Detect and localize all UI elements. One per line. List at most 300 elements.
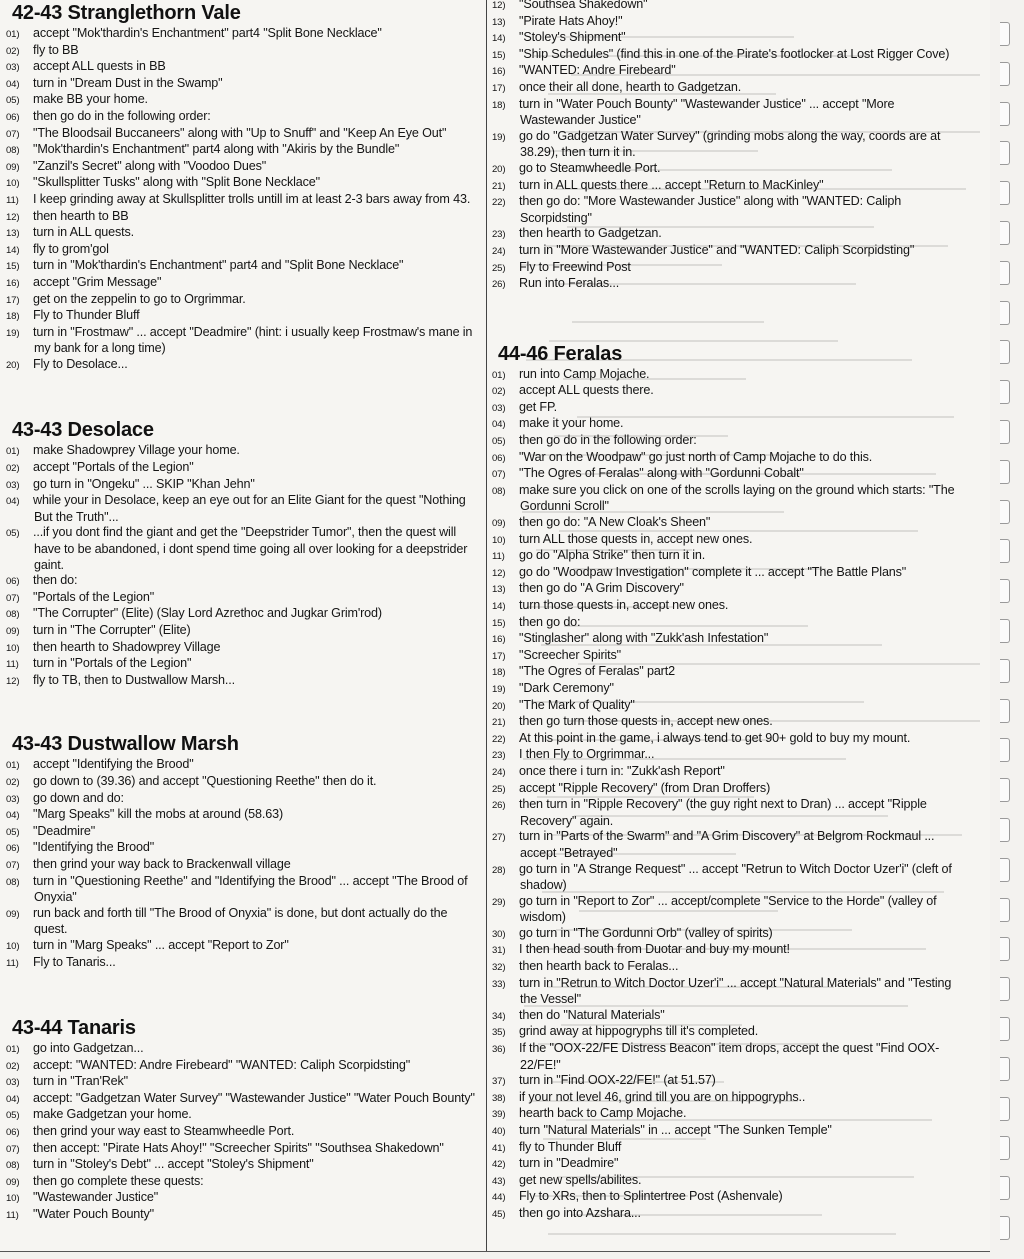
step-text: accept "Ripple Recovery" (from Dran Droffers) (519, 780, 771, 795)
guide-step (490, 161, 970, 178)
section-dustwallow (4, 731, 482, 971)
step-number: 21) (492, 180, 506, 192)
step-text: then do "Natural Materials" (519, 1007, 665, 1022)
step-number: 36) (492, 1044, 506, 1056)
step-number: 02) (6, 1060, 20, 1072)
guide-step (4, 357, 482, 374)
step-list (490, 0, 970, 293)
step-text: while your in Desolace, keep an eye out for an Elite Giant for the quest "Nothing But the Truth"... (33, 493, 466, 524)
guide-step (4, 673, 482, 690)
step-number: 19) (6, 327, 20, 339)
guide-step (4, 142, 482, 159)
step-number: 27) (492, 832, 506, 844)
step-text: "The Bloodsail Buccaneers" along with "Up to Snuff" and "Keep An Eye Out" (33, 125, 447, 140)
guide-step (490, 276, 970, 293)
step-text: get new spells/abilites. (519, 1172, 642, 1187)
step-text: "Identifying the Brood" (33, 840, 155, 855)
step-number: 05) (492, 436, 506, 448)
binder-tab (1000, 778, 1010, 802)
step-number: 20) (6, 359, 20, 371)
step-number: 07) (6, 1143, 20, 1155)
step-number: 32) (492, 962, 506, 974)
step-number: 20) (492, 700, 506, 712)
guide-step (490, 698, 970, 715)
step-number: 01) (6, 29, 20, 40)
step-text: go down and do: (33, 790, 124, 805)
step-number: 06) (492, 452, 506, 464)
step-text: "The Corrupter" (Elite) (Slay Lord Azrethoc and Jugkar Grim'rod) (33, 606, 382, 621)
guide-step (4, 59, 482, 76)
guide-step (490, 959, 970, 976)
step-number: 02) (6, 463, 20, 475)
guide-step (4, 43, 482, 60)
binder-tab (1000, 1176, 1010, 1200)
step-number: 23) (492, 750, 506, 762)
guide-step (4, 225, 482, 242)
step-text: turn in "The Corrupter" (Elite) (33, 623, 191, 637)
step-text: accept "Grim Message" (33, 274, 162, 289)
binder-tab (1000, 699, 1010, 723)
step-number: 05) (6, 528, 20, 540)
guide-step (4, 525, 482, 573)
step-number: 07) (6, 128, 20, 140)
guide-step (4, 325, 482, 357)
guide-step (490, 483, 970, 515)
step-number: 08) (6, 609, 20, 621)
section-feralas (490, 341, 970, 1223)
guide-step (490, 97, 970, 129)
step-number: 17) (492, 650, 506, 662)
step-number: 16) (492, 634, 506, 646)
step-number: 11) (6, 957, 19, 969)
guide-step (490, 433, 970, 450)
guide-step (4, 656, 482, 673)
step-text: turn in "Water Pouch Bounty" "Wastewander Justice" ... accept "More Wastewander Justice" (519, 96, 895, 128)
step-number: 44) (492, 1192, 506, 1204)
column-divider (486, 0, 487, 1252)
step-text: go turn in "Ongeku" ... SKIP "Khan Jehn" (33, 476, 255, 491)
step-text: "The Ogres of Feralas" part2 (519, 664, 675, 679)
step-number: 05) (6, 1110, 20, 1122)
guide-step (490, 829, 970, 861)
step-text: turn in ALL quests there ... accept "Return to MacKinley" (519, 177, 824, 192)
step-text: "Ship Schedules" (find this in one of the Pirate's footlocker at Lost Rigger Cove) (519, 46, 950, 61)
step-number: 17) (6, 294, 20, 306)
step-text: accept ALL quests in BB (33, 59, 166, 74)
binder-tab (1000, 539, 1010, 563)
step-text: then go complete these quests: (33, 1173, 204, 1188)
step-text: go turn in "A Strange Request" ... accept "Retrun to Witch Doctor Uzer'i" (cleft of shadow) (519, 861, 952, 893)
guide-step (4, 938, 482, 955)
binder-tab (1000, 818, 1010, 842)
binder-tab (1000, 460, 1010, 484)
step-text: "Mok'thardin's Enchantment" part4 along with "Akiris by the Bundle" (33, 142, 400, 157)
guide-step (490, 515, 970, 532)
guide-step (4, 1157, 482, 1174)
guide-step (4, 493, 482, 525)
step-text: Fly to Desolace... (33, 356, 128, 371)
step-number: 31) (492, 945, 506, 957)
step-number: 21) (492, 717, 506, 729)
step-number: 06) (6, 1127, 20, 1139)
guide-step (490, 450, 970, 467)
binder-tab (1000, 937, 1010, 961)
step-text: Fly to Tanaris... (33, 954, 116, 969)
step-text: then hearth back to Feralas... (519, 959, 679, 974)
step-text: I then Fly to Orgrimmar... (519, 747, 655, 762)
section-desolace (4, 417, 482, 689)
step-list (4, 26, 482, 373)
guide-step (4, 242, 482, 259)
guide-step (4, 159, 482, 176)
step-text: "Marg Speaks" kill the mobs at around (58.63) (33, 807, 283, 822)
step-number: 01) (6, 1044, 20, 1056)
step-number: 03) (6, 1077, 20, 1089)
section-title: 43-43 Desolace (12, 419, 154, 442)
step-text: then go do in the following order: (33, 108, 211, 123)
step-text: accept: "Gadgetzan Water Survey" "Wastewander Justice" "Water Pouch Bounty" (33, 1090, 475, 1105)
step-number: 16) (492, 66, 506, 78)
section-title: 44-46 Feralas (498, 342, 623, 365)
guide-step (490, 862, 970, 894)
step-number: 38) (492, 1092, 506, 1104)
binder-tab (1000, 221, 1010, 245)
guide-step (490, 764, 970, 781)
step-text: once there i turn in: "Zukk'ash Report" (519, 763, 725, 778)
left-column (4, 0, 482, 1246)
guide-step (4, 791, 482, 808)
step-text: turn in "Parts of the Swarm" and "A Grim Discovery" at Belgrom Rockmaul ... accept "Betrayed" (519, 829, 935, 860)
step-text: accept: "WANTED: Andre Firebeard" "WANTED: Caliph Scorpidsting" (33, 1057, 411, 1072)
step-text: turn those quests in, accept new ones. (519, 598, 729, 612)
step-text: "The Ogres of Feralas" along with "Gordunni Cobalt" (519, 466, 804, 481)
step-text: turn in "Retrun to Witch Doctor Uzer'i" ... accept "Natural Materials" and "Testing the Vessel" (519, 975, 952, 1007)
step-text: then go do "A Grim Discovery" (519, 581, 684, 596)
step-number: 04) (6, 496, 20, 508)
step-number: 15) (492, 617, 506, 629)
step-number: 22) (492, 197, 506, 209)
step-number: 11) (6, 194, 19, 206)
bottom-rule (0, 1251, 990, 1252)
step-number: 03) (492, 402, 506, 414)
guide-step (490, 1206, 970, 1223)
step-text: turn in "Tran'Rek" (33, 1074, 128, 1089)
step-number: 06) (6, 576, 20, 588)
step-number: 04) (492, 419, 506, 431)
step-number: 06) (6, 111, 20, 123)
step-text: then go turn those quests in, accept new ones. (519, 714, 773, 729)
step-text: If the "OOX-22/FE Distress Beacon" item drops, accept the quest "Find OOX-22/FE!" (519, 1041, 940, 1072)
right-column (490, 0, 970, 1246)
step-number: 45) (492, 1208, 506, 1220)
step-text: "Southsea Shakedown" (519, 0, 648, 11)
step-text: go do "Woodpaw Investigation" complete it ... accept "The Battle Plans" (519, 564, 907, 579)
binder-tab (1000, 62, 1010, 86)
guide-step (4, 192, 482, 209)
guide-step (4, 623, 482, 640)
step-text: I keep grinding away at Skullsplitter trolls untill im at least 2-3 bars away from 43. (33, 191, 471, 206)
step-text: go turn in "Report to Zor" ... accept/complete "Service to the Horde" (valley of wisdom) (519, 893, 937, 925)
step-text: turn "Natural Materials" in ... accept "The Sunken Temple" (519, 1123, 832, 1137)
step-text: go turn in "The Gordunni Orb" (valley of spirits) (519, 925, 773, 940)
step-number: 26) (492, 279, 506, 291)
step-number: 37) (492, 1076, 506, 1088)
guide-step (4, 590, 482, 607)
step-text: fly to Thunder Bluff (519, 1139, 622, 1154)
guide-step (4, 1041, 482, 1058)
step-number: 12) (492, 567, 506, 579)
binder-tab (1000, 340, 1010, 364)
guide-step (490, 648, 970, 665)
step-number: 14) (492, 601, 506, 612)
step-number: 16) (6, 277, 20, 289)
binder-tab (1000, 659, 1010, 683)
step-number: 20) (492, 163, 506, 175)
step-number: 18) (492, 99, 506, 111)
step-number: 25) (492, 783, 506, 795)
step-text: "Zanzil's Secret" along with "Voodoo Dues" (33, 158, 267, 173)
guide-step (490, 1189, 970, 1206)
guide-step (490, 747, 970, 764)
binder-tab (1000, 977, 1010, 1001)
step-number: 33) (492, 978, 506, 990)
step-text: then go do: "More Wastewander Justice" along with "WANTED: Caliph Scorpidsting" (519, 194, 902, 225)
guide-step (490, 1024, 970, 1041)
binder-tab (1000, 1017, 1010, 1041)
binder-tab (1000, 1057, 1010, 1081)
step-text: make BB your home. (33, 92, 148, 107)
step-number: 30) (492, 928, 506, 940)
step-text: "Dark Ceremony" (519, 680, 614, 695)
guide-step (4, 774, 482, 791)
guide-step (490, 14, 970, 31)
step-number: 43) (492, 1175, 506, 1187)
step-number: 11) (6, 1210, 19, 1222)
guide-step (4, 109, 482, 126)
step-text: turn in "More Wastewander Justice" and "WANTED: Caliph Scorpidsting" (519, 242, 915, 257)
step-number: 18) (492, 667, 506, 679)
step-text: fly to grom'gol (33, 241, 109, 256)
step-number: 07) (492, 469, 506, 481)
step-text: then hearth to BB (33, 208, 129, 223)
guide-step (490, 548, 970, 565)
step-number: 07) (6, 859, 20, 871)
step-text: ...if you dont find the giant and get the "Deepstrider Tumor", then the quest will have to be abandoned, i dont spend time going all over looking for a deepstrider gaint. (33, 525, 468, 572)
binder-tab (1000, 181, 1010, 205)
guide-step (4, 874, 482, 906)
step-text: get on the zeppelin to go to Orgrimmar. (33, 291, 246, 306)
step-text: get FP. (519, 399, 557, 414)
step-text: then hearth to Shadowprey Village (33, 639, 221, 654)
guide-step (4, 92, 482, 109)
step-text: accept "Mok'thardin's Enchantment" part4 "Split Bone Necklace" (33, 26, 382, 40)
step-text: I then head south from Duotar and buy my mount! (519, 942, 790, 957)
step-number: 01) (492, 369, 506, 381)
guide-step (490, 714, 970, 731)
step-number: 18) (6, 311, 20, 323)
binder-tab (1000, 261, 1010, 285)
step-text: "WANTED: Andre Firebeard" (519, 63, 676, 78)
step-number: 06) (6, 843, 20, 855)
guide-step (490, 976, 970, 1008)
guide-step (4, 807, 482, 824)
guide-step (490, 178, 970, 195)
step-number: 12) (6, 211, 20, 223)
step-text: accept "Portals of the Legion" (33, 460, 194, 475)
step-text: "War on the Woodpaw" go just north of Camp Mojache to do this. (519, 449, 873, 464)
section-title: 42-43 Stranglethorn Vale (12, 2, 241, 24)
binder-tab (1000, 619, 1010, 643)
step-number: 34) (492, 1010, 506, 1022)
step-number: 19) (492, 683, 506, 695)
step-list (4, 1041, 482, 1224)
binder-tab (1000, 1216, 1010, 1240)
binder-tab (1000, 380, 1010, 404)
step-text: go do "Alpha Strike" then turn it in. (519, 548, 706, 563)
guide-step (490, 1123, 970, 1140)
guide-step (490, 1073, 970, 1090)
guide-step (490, 416, 970, 433)
section-title: 43-44 Tanaris (12, 1017, 136, 1040)
guide-step (4, 209, 482, 226)
guide-step (4, 757, 482, 774)
step-text: "Skullsplitter Tusks" along with "Split Bone Necklace" (33, 175, 320, 190)
binder-tab (1000, 1136, 1010, 1160)
step-text: "Stoley's Shipment" (519, 30, 626, 45)
binder-tab (1000, 22, 1010, 46)
guide-step (490, 1173, 970, 1190)
guide-step (490, 1156, 970, 1173)
step-text: turn in "Questioning Reethe" and "Identifying the Brood" ... accept "The Brood of Onyxia" (33, 873, 468, 905)
step-number: 41) (492, 1142, 506, 1154)
step-number: 10) (6, 940, 20, 952)
guide-step (490, 1140, 970, 1157)
step-number: 14) (492, 33, 506, 45)
step-text: go down to (39.36) and accept "Questioning Reethe" then do it. (33, 773, 377, 788)
step-text: run back and forth till "The Brood of Onyxia" is done, but dont actually do the quest. (33, 905, 448, 937)
step-text: then do: (33, 573, 78, 588)
guide-step (4, 308, 482, 325)
guide-step (490, 598, 970, 615)
guide-step (4, 1124, 482, 1141)
step-number: 10) (492, 534, 506, 546)
guide-step (4, 1107, 482, 1124)
step-number: 02) (6, 776, 20, 788)
guide-step (4, 857, 482, 874)
step-number: 15) (6, 261, 20, 273)
step-text: turn in "Stoley's Debt" ... accept "Stoley's Shipment" (33, 1157, 314, 1172)
step-number: 40) (492, 1126, 506, 1137)
guide-step (490, 781, 970, 798)
step-text: fly to TB, then to Dustwallow Marsh... (33, 672, 235, 687)
guide-step (4, 1074, 482, 1091)
guide-step (490, 631, 970, 648)
step-number: 02) (492, 386, 506, 398)
step-text: turn in ALL quests. (33, 225, 134, 240)
step-number: 23) (492, 229, 506, 241)
step-number: 09) (492, 518, 506, 530)
step-text: then go into Azshara... (519, 1205, 641, 1220)
step-number: 12) (492, 0, 506, 11)
guide-step (490, 797, 970, 829)
step-text: then turn in "Ripple Recovery" (the guy right next to Dran) ... accept "Ripple Recovery" again. (519, 797, 927, 828)
step-text: turn in "Dream Dust in the Swamp" (33, 75, 223, 90)
guide-step (4, 76, 482, 93)
step-number: 12) (6, 675, 20, 687)
step-number: 09) (6, 908, 20, 920)
guide-step (4, 258, 482, 275)
step-text: then grind your way back to Brackenwall village (33, 856, 291, 871)
step-text: turn in "Frostmaw" ... accept "Deadmire" (hint: i usually keep Frostmaw's mane in my bank for a long time) (33, 324, 473, 356)
guide-step (490, 243, 970, 260)
step-text: "Portals of the Legion" (33, 589, 155, 604)
guide-step (4, 1190, 482, 1207)
step-number: 15) (492, 49, 506, 61)
step-number: 04) (6, 1093, 20, 1105)
guide-step (4, 292, 482, 309)
guide-step (490, 532, 970, 549)
step-text: then hearth to Gadgetzan. (519, 226, 662, 241)
step-text: grind away at hippogryphs till it's completed. (519, 1024, 759, 1039)
step-number: 10) (6, 1193, 20, 1205)
guide-step (490, 1008, 970, 1025)
step-number: 11) (492, 551, 505, 563)
step-number: 01) (6, 446, 20, 458)
step-number: 35) (492, 1027, 506, 1039)
step-text: go do "Gadgetzan Water Survey" (grinding mobs along the way, coords are at 38.29), then turn it in. (519, 128, 941, 160)
step-number: 19) (492, 131, 506, 143)
guide-step (4, 1091, 482, 1108)
step-number: 08) (6, 145, 20, 157)
guide-step (490, 1041, 970, 1073)
guide-step (4, 460, 482, 477)
guide-step (490, 129, 970, 161)
step-text: turn in "Deadmire" (519, 1156, 619, 1171)
section-tanaris-continued (490, 0, 970, 293)
step-text: go into Gadgetzan... (33, 1041, 144, 1056)
step-text: "Wastewander Justice" (33, 1190, 159, 1205)
step-text: then go do in the following order: (519, 433, 697, 448)
guide-step (4, 906, 482, 938)
step-number: 14) (6, 244, 20, 256)
guide-step (490, 466, 970, 483)
step-text: At this point in the game, i always tend to get 90+ gold to buy my mount. (519, 730, 911, 745)
guide-step (490, 383, 970, 400)
guide-step (4, 26, 482, 43)
step-number: 10) (6, 642, 20, 654)
step-number: 05) (6, 826, 20, 838)
step-text: "Pirate Hats Ahoy!" (519, 13, 623, 28)
guide-step (490, 1090, 970, 1107)
binder-tab (1000, 500, 1010, 524)
guide-step (490, 400, 970, 417)
guide-step (490, 30, 970, 47)
guide-step (4, 443, 482, 460)
step-number: 17) (492, 82, 506, 94)
guide-step (490, 226, 970, 243)
step-text: turn ALL those quests in, accept new ones. (519, 531, 753, 546)
guide-step (490, 63, 970, 80)
binder-tab (1000, 141, 1010, 165)
guide-step (4, 824, 482, 841)
guide-step (4, 606, 482, 623)
guide-step (490, 894, 970, 926)
step-text: turn in "Find OOX-22/FE!" (at 51.57) (519, 1073, 716, 1088)
step-number: 04) (6, 810, 20, 822)
guide-step (490, 942, 970, 959)
step-text: make it your home. (519, 416, 624, 431)
binder-edge (990, 0, 1024, 1259)
